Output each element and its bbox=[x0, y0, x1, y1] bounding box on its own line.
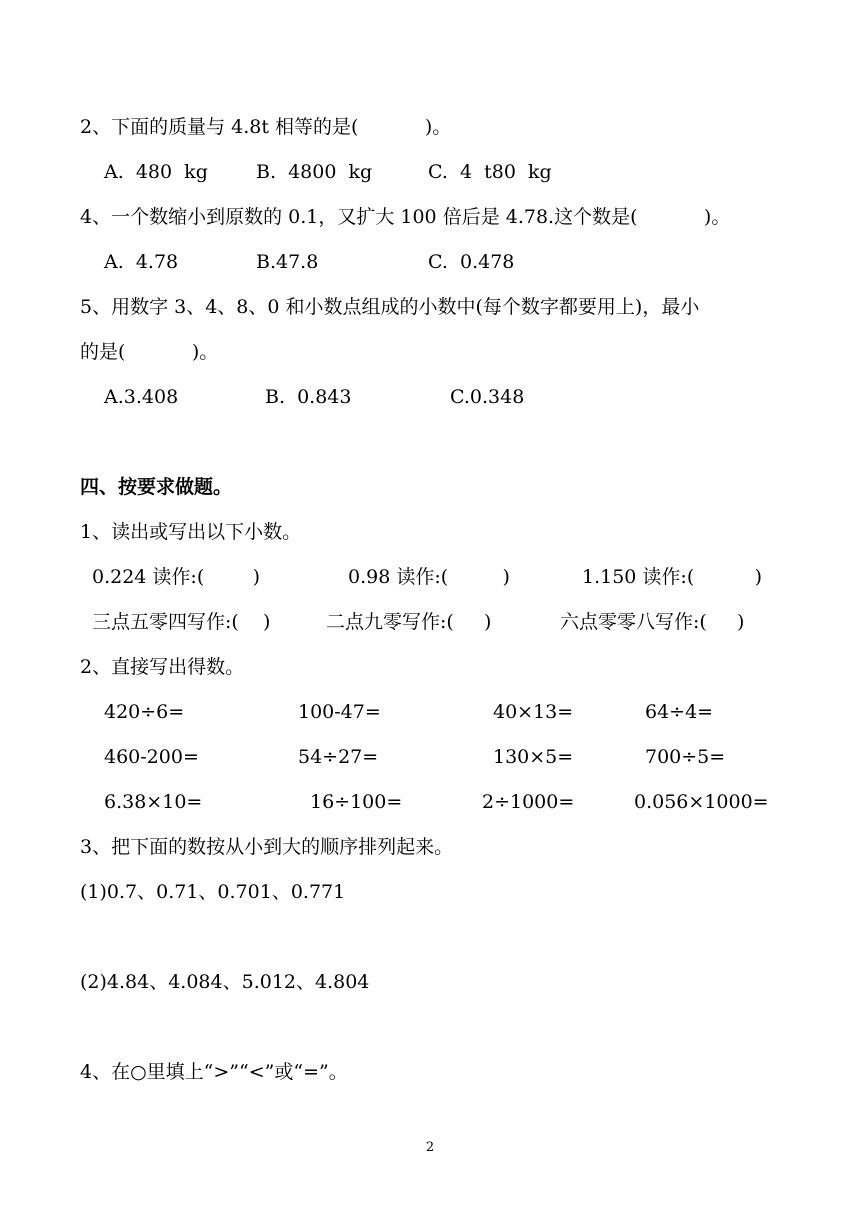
write-item: 三点五零四写作:( ) bbox=[92, 611, 271, 633]
item-3-title bbox=[0, 832, 860, 862]
ordering-list-2 bbox=[0, 967, 860, 997]
calc-item: 2÷1000= bbox=[482, 791, 575, 813]
write-item: 二点九零写作:( ) bbox=[326, 611, 492, 633]
question-5-stem-line2 bbox=[0, 337, 860, 367]
question-4-stem bbox=[0, 202, 860, 232]
item-1-title bbox=[0, 517, 860, 547]
item-2-title bbox=[0, 652, 860, 682]
option-c: C. 4 t80 kg bbox=[428, 161, 552, 183]
item-1-read-row bbox=[0, 562, 860, 592]
question-5-text: 5、用数字 3、4、8、0 和小数点组成的小数中(每个数字都要用上)，最小 bbox=[80, 296, 700, 318]
calc-item: 0.056×1000= bbox=[634, 791, 769, 813]
calc-row bbox=[0, 697, 860, 727]
calc-item: 40×13= bbox=[493, 701, 574, 723]
calc-item: 460-200= bbox=[104, 746, 199, 768]
item-3-text: 3、把下面的数按从小到大的顺序排列起来。 bbox=[80, 836, 454, 858]
read-item: 0.98 读作:( ) bbox=[348, 566, 510, 588]
section-4-heading bbox=[0, 472, 860, 502]
option-a: A.3.408 bbox=[104, 386, 179, 408]
question-4-text: 4、一个数缩小到原数的 0.1，又扩大 100 倍后是 4.78.这个数是( )。 bbox=[80, 206, 731, 228]
calc-item: 64÷4= bbox=[645, 701, 714, 723]
question-2-stem bbox=[0, 112, 860, 142]
question-5-options bbox=[0, 382, 860, 412]
calc-row bbox=[0, 742, 860, 772]
item-1-write-row bbox=[0, 607, 860, 637]
section-title: 四、按要求做题。 bbox=[80, 476, 233, 498]
question-5-stem-line1 bbox=[0, 292, 860, 322]
calc-item: 700÷5= bbox=[645, 746, 726, 768]
calc-item: 420÷6= bbox=[104, 701, 185, 723]
item-4-text: 4、在○里填上“>”“<”或“=”。 bbox=[80, 1061, 348, 1083]
question-4-options bbox=[0, 247, 860, 277]
number-list: (1)0.7、0.71、0.701、0.771 bbox=[80, 881, 346, 903]
question-2-options bbox=[0, 157, 860, 187]
item-4-title bbox=[0, 1057, 860, 1087]
calc-row bbox=[0, 787, 860, 817]
option-b: B. 0.843 bbox=[265, 386, 352, 408]
write-item: 六点零零八写作:( ) bbox=[560, 611, 745, 633]
page-number: 2 bbox=[425, 1140, 435, 1155]
item-1-text: 1、读出或写出以下小数。 bbox=[80, 521, 302, 543]
number-list: (2)4.84、4.084、5.012、4.804 bbox=[80, 971, 370, 993]
ordering-list-1 bbox=[0, 877, 860, 907]
item-2-text: 2、直接写出得数。 bbox=[80, 656, 245, 678]
question-2-text: 2、下面的质量与 4.8t 相等的是( )。 bbox=[80, 116, 452, 138]
calc-item: 54÷27= bbox=[298, 746, 379, 768]
option-c: C.0.348 bbox=[450, 386, 525, 408]
calc-item: 6.38×10= bbox=[104, 791, 203, 813]
option-b: B.47.8 bbox=[256, 251, 319, 273]
option-a: A. 480 kg bbox=[104, 161, 208, 183]
option-c: C. 0.478 bbox=[428, 251, 515, 273]
question-5-text-cont: 的是( )。 bbox=[80, 341, 219, 363]
option-b: B. 4800 kg bbox=[256, 161, 373, 183]
calc-item: 100-47= bbox=[298, 701, 381, 723]
calc-item: 16÷100= bbox=[310, 791, 403, 813]
calc-item: 130×5= bbox=[493, 746, 574, 768]
option-a: A. 4.78 bbox=[104, 251, 179, 273]
read-item: 1.150 读作:( ) bbox=[582, 566, 763, 588]
read-item: 0.224 读作:( ) bbox=[92, 566, 260, 588]
